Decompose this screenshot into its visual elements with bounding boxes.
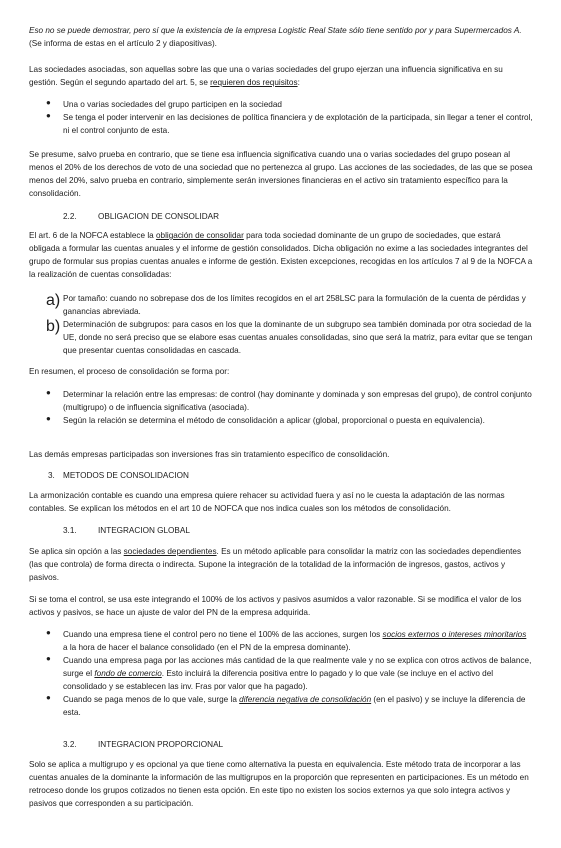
- obligacion-link[interactable]: obligación de consolidar: [155, 231, 244, 240]
- socios-externos-link[interactable]: socios externos o intereses minoritarios: [382, 630, 527, 639]
- global-text-a: Se aplica sin opción a las: [29, 547, 124, 556]
- requisitos-link[interactable]: requieren dos requisitos: [210, 78, 298, 87]
- obligacion-text-b: para toda sociedad dominante de un grupo de sociedades, que estará obligada a formular las cuentas anuales y el informe de gestión consolidados. Dicha obligación no exime a las sociedades integrantes del grupo de formular sus propias cuentas anuales e informe de gestión. Existen excepciones, recogidas en los artículos 7 al 9 de la NOFCA a la realización de cuentas consolidadas:: [29, 231, 533, 279]
- obligacion-text-a: El art. 6 de la NOFCA establece la: [29, 231, 156, 240]
- global-text-b: . Es un método aplicable para consolidar la matriz con las sociedades dependientes (las que controla) de forma directa o indirecta. Supone la integración de la totalidad de la información de ingresos, gastos, activos y pasivos.: [29, 547, 522, 582]
- bullet-icon: ●: [46, 628, 51, 637]
- list-item-text: Una o varias sociedades del grupo participen en la sociedad: [63, 100, 282, 109]
- list-item: [29, 388, 533, 414]
- list-item-text: (en el pasivo) y se incluye la diferencia de esta.: [63, 695, 526, 717]
- demas-text: Las demás empresas participadas son inversiones fras sin tratamiento específico de consolidación.: [29, 450, 390, 459]
- armonizacion-text: La armonización contable es cuando una empresa quiere rehacer su actividad fuera y así no le cuesta la adaptación de las normas contables. Se explican los métodos en el art 10 de NOFCA que nos indica cuales son los métodos de consolidación.: [29, 491, 505, 513]
- heading-3-1: [63, 524, 190, 537]
- list-item-text: Según la relación se determina el método de consolidación a aplicar (global, proporcional o puesta en equivalencia).: [63, 416, 485, 425]
- fondo-comercio-link[interactable]: fondo de comercio: [94, 669, 162, 678]
- asociadas-tail: :: [297, 78, 300, 87]
- paragraph-demas: [29, 448, 533, 461]
- heading-3-2: [63, 738, 223, 751]
- paragraph-integracion-global: [29, 545, 533, 584]
- paragraph-integracion-proporcional: [29, 758, 533, 810]
- asociadas-text: Las sociedades asociadas, son aquellas sobre las que una o varias sociedades del grupo ejerzan una influencia significativa en su gestión. Según el segundo apartado del art. 5, se: [29, 65, 503, 87]
- bullet-icon: ●: [46, 693, 51, 702]
- list-item-text: . Esto incluirá la diferencia positiva entre lo pagado y lo que vale (se incluye en el activo del consolidado y se establecen las inv. Fras por valor que ha pagado).: [63, 669, 494, 691]
- presuncion-text: Se presume, salvo prueba en contrario, que se tiene esa influencia significativa cuando una o varias sociedades del grupo posean al menos el 20% de los derechos de voto de una sociedad que no pertenezca al grupo. Las acciones de las sociedades, de las que se posea menos del 20%, salvo prueba en contrario, simplemente serán inversiones financieras en el activo sin tratamiento específico para la consolidación.: [29, 150, 533, 198]
- requisitos-list: [29, 98, 533, 137]
- diferencia-negativa-link[interactable]: diferencia negativa de consolidación: [239, 695, 372, 704]
- list-item: [29, 628, 533, 654]
- proporcional-text: Solo se aplica a multigrupo y es opcional ya que tiene como alternativa la puesta en equivalencia. Este método trata de incorporar a las cuentas anuales de la dominante la información de las multigrupos en la proporción que representen en participaciones. Es un método en retroceso donde los grupos cotizados no tienen esta opción. En este tipo no existen los socios externos ya que solo integra activos y pasivos que corresponden a su participación.: [29, 760, 529, 808]
- heading-2-2: [63, 210, 219, 223]
- list-item: [29, 111, 533, 137]
- paragraph-asociadas: [29, 63, 533, 89]
- list-item: [29, 292, 533, 318]
- heading-3: [48, 469, 189, 482]
- control-text: Si se toma el control, se usa este integrando el 100% de los activos y pasivos asumidos a valor razonable. Si se modifica el valor de los activos y pasivos, se hace un ajuste de valor del PN de la empresa adquirida.: [29, 595, 522, 617]
- paragraph-presuncion: [29, 148, 533, 200]
- intro-text: (Se informa de estas en el artículo 2 y diapositivas).: [29, 39, 217, 48]
- heading-number: 3.2.: [63, 740, 77, 749]
- list-item-text: Se tenga el poder intervenir en las decisiones de política financiera y de explotación de la participada, sin llegar a tener el control, ni el control conjunto de esta.: [63, 113, 533, 135]
- casos-list: [29, 628, 533, 719]
- bullet-icon: ●: [46, 111, 51, 120]
- list-item-text: Cuando una empresa paga por las acciones más cantidad de la que realmente vale y no se explica con otros activos de balance, surge el: [63, 656, 532, 678]
- heading-title: OBLIGACION DE CONSOLIDAR: [98, 212, 220, 221]
- paragraph-control: [29, 593, 533, 619]
- list-item: [29, 654, 533, 693]
- proceso-list: [29, 388, 533, 427]
- list-item-text: Determinar la relación entre las empresas: de control (hay dominante y dominada y son empresas del grupo), de control conjunto (multigrupo) o de influencia significativa (asociada).: [63, 390, 532, 412]
- paragraph-resumen: [29, 365, 533, 378]
- heading-number: 3.1.: [63, 526, 77, 535]
- paragraph-intro: [29, 24, 533, 50]
- heading-title: INTEGRACION PROPORCIONAL: [98, 740, 224, 749]
- heading-number: 3.: [48, 471, 55, 480]
- heading-title: METODOS DE CONSOLIDACION: [63, 471, 189, 480]
- intro-italic-text: Eso no se puede demostrar, pero sí que la existencia de la empresa Logistic Real State sólo tiene sentido por y para Supermercados A.: [29, 26, 522, 35]
- resumen-text: En resumen, el proceso de consolidación se forma por:: [29, 367, 230, 376]
- heading-number: 2.2.: [63, 212, 77, 221]
- heading-title: INTEGRACION GLOBAL: [98, 526, 190, 535]
- list-item-text: a la hora de hacer el balance consolidado (en el PN de la empresa dominante).: [63, 643, 351, 652]
- bullet-icon: ●: [46, 654, 51, 663]
- paragraph-obligacion: [29, 229, 533, 281]
- bullet-icon: ●: [46, 414, 51, 423]
- dependientes-link[interactable]: sociedades dependientes: [123, 547, 217, 556]
- list-item: [29, 98, 533, 111]
- list-item: [29, 414, 533, 427]
- paragraph-armonizacion: [29, 489, 533, 515]
- list-item-text: Por tamaño: cuando no sobrepase dos de los límites recogidos en el art 258LSC para la formulación de la cuenta de pérdidas y ganancias abreviada.: [63, 294, 526, 316]
- list-item: [29, 318, 533, 357]
- list-item-text: Determinación de subgrupos: para casos en los que la dominante de un subgrupo sea también dominada por otra sociedad de la UE, donde no será preciso que se elabore esas cuentas anuales consolidadas, sino que será la matriz, para evitar que se tengan que presentar cuentas consolidadas en cascada.: [63, 320, 533, 355]
- list-label: b): [46, 318, 61, 335]
- list-item-text: Cuando una empresa tiene el control pero no tiene el 100% de las acciones, surgen los: [63, 630, 383, 639]
- bullet-icon: ●: [46, 388, 51, 397]
- list-item: [29, 693, 533, 719]
- excepciones-list: [29, 292, 533, 357]
- bullet-icon: ●: [46, 98, 51, 107]
- list-label: a): [46, 292, 61, 309]
- list-item-text: Cuando se paga menos de lo que vale, surge la: [63, 695, 240, 704]
